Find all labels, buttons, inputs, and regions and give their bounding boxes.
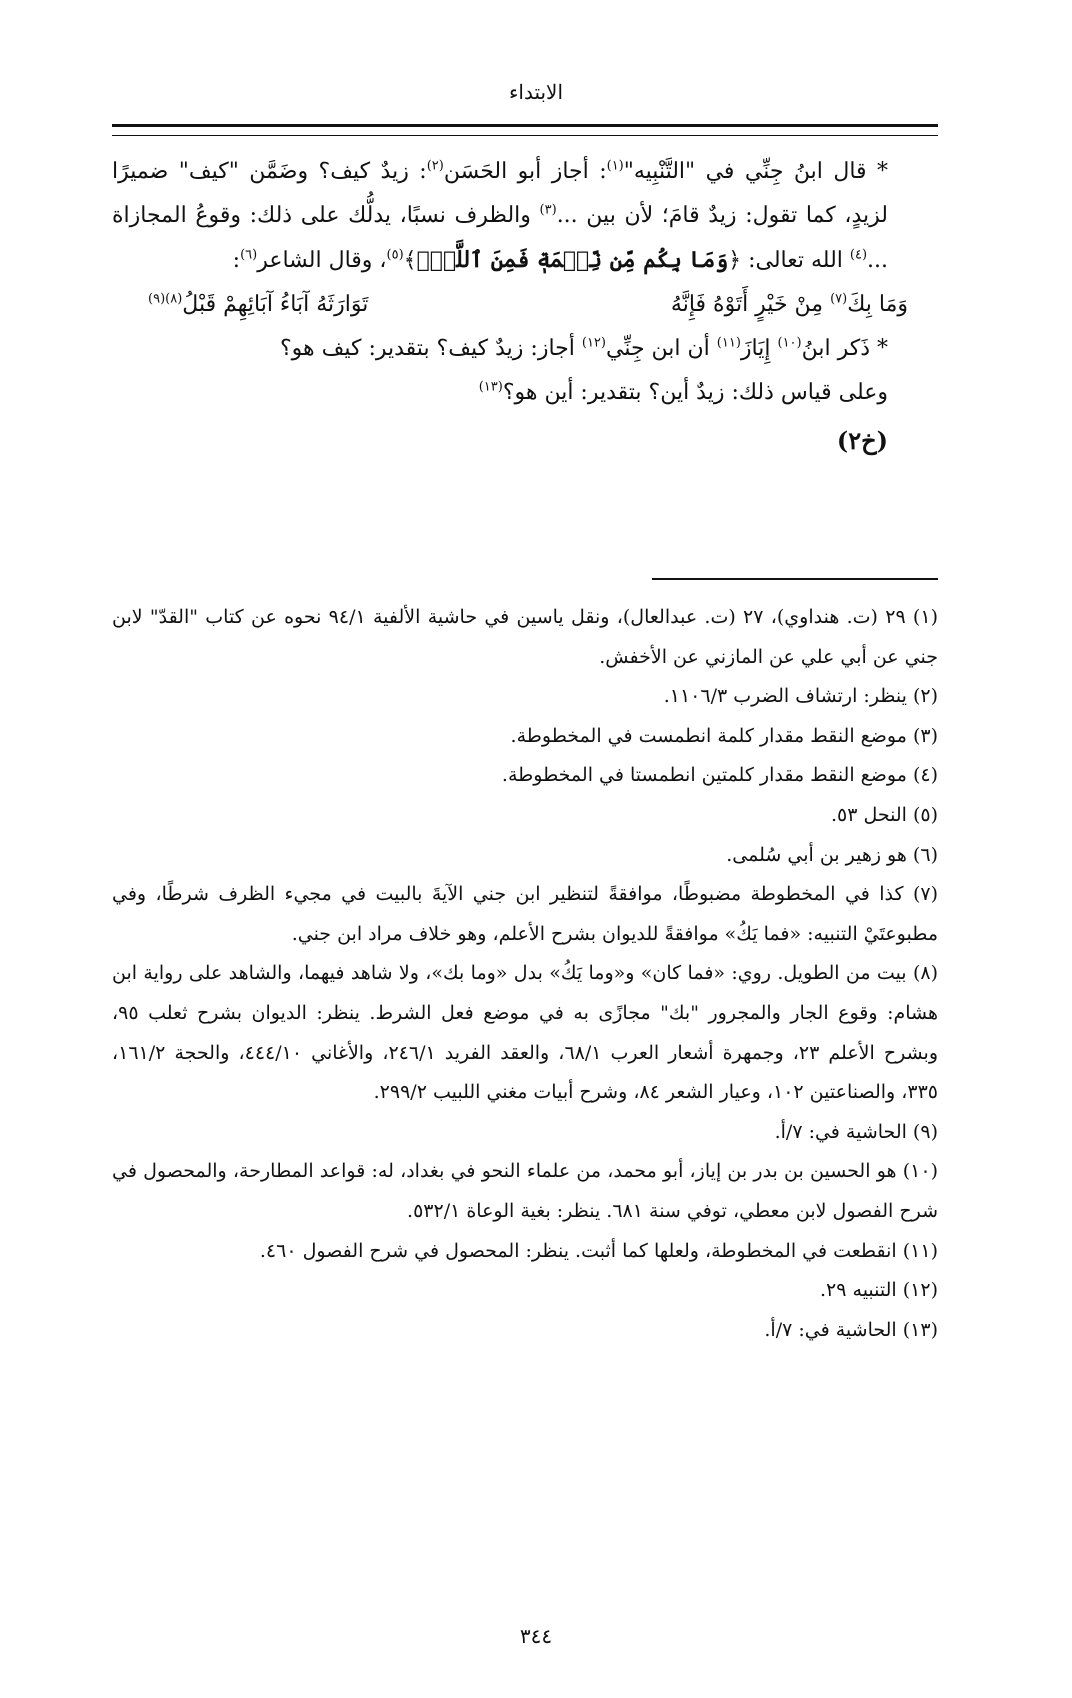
footnote: (١) ٢٩ (ت. هنداوي)، ٢٧ (ت. عبدالعال)، ونقل ياسين في حاشية الألفية ٩٤/١ نحوه عن كتاب "القدّ" لابن جني عن أبي علي عن المازني عن الأخفش.	[112, 606, 938, 668]
text-run: :	[232, 248, 241, 273]
text-run: وعلى قياس ذلك: زيدٌ أين؟ بتقدير: أين هو؟	[502, 380, 888, 405]
footnote: (٣) موضع النقط مقدار كلمة انطمست في المخطوطة.	[510, 724, 938, 747]
text-run: والظرف نسبًا، يدلُّك على ذلك: وقوعُ المجازاة ...	[112, 203, 888, 273]
footnote: (١٠) هو الحسين بن بدر بن إياز، أبو محمد، من علماء النحو في بغداد، له: قواعد المطارحة، والمحصول في شرح الفصول لابن معطي، توفي سنة ٦٨١. ينظر: بغية الوعاة ٥٣٢/١.	[112, 1160, 938, 1222]
paragraph-1	[112, 150, 938, 283]
footnote-ref: (٨)(٩)	[148, 291, 183, 307]
footnote: (٥) النحل ٥٣.	[830, 803, 938, 826]
text-run: أجاز: زيدٌ كيف؟ بتقدير: كيف هو؟	[279, 336, 582, 361]
footnote-ref: (١)	[606, 158, 624, 174]
text-run: وَمَا بِكَ	[847, 292, 908, 317]
footnote: (١٢) التنبيه ٢٩.	[820, 1279, 938, 1302]
footnote-ref: (٢)	[426, 158, 444, 174]
footnote-ref: (١٣)	[478, 379, 503, 395]
text-run: * قال ابنُ جِنِّي في "التَّنْبِيه"	[623, 159, 888, 184]
main-text	[112, 150, 938, 467]
header-rule-thick	[112, 124, 938, 127]
footnotes	[112, 598, 938, 1350]
footnote-ref: (١١)	[716, 335, 741, 351]
text-run: أن ابن جِنِّي	[605, 336, 717, 361]
text-run: إِيَازَ	[740, 336, 778, 361]
footnote-ref: (٥)	[386, 247, 404, 263]
footnote: (٢) ينظر: ارتشاف الضرب ١١٠٦/٣.	[663, 685, 938, 708]
footnote-ref: (٦)	[240, 247, 258, 263]
footnote: (٤) موضع النقط مقدار كلمتين انطمستا في المخطوطة.	[501, 764, 938, 787]
verse-first-hemistich	[671, 283, 908, 327]
footnote: (١٣) الحاشية في: ٧/أ.	[764, 1318, 938, 1341]
footnote: (١١) انقطعت في المخطوطة، ولعلها كما أثبت. ينظر: المحصول في شرح الفصول ٤٦٠.	[259, 1239, 938, 1262]
footnote-separator	[652, 578, 938, 580]
text-run: * ذَكر ابنُ	[801, 336, 888, 361]
footnote-ref: (٤)	[849, 247, 868, 263]
poetry-verse	[148, 283, 908, 327]
text-run: الله تعالى: ﴿	[728, 248, 850, 273]
footnote: (٧) كذا في المخطوطة مضبوطًا، موافقةً لتنظير ابن جني الآيةَ بالبيت في مجيء الظرف شرطًا، وفي مطبوعتَيْ التنبيه: «فما يَكُ» موافقةً للديوان بشرح الأعلم، وهو خلاف مراد ابن جني.	[112, 883, 938, 945]
page-number: ٣٤٤	[519, 1624, 553, 1648]
footnote-ref: (٧)	[830, 291, 848, 307]
paragraph-2	[112, 327, 938, 371]
verse-second-hemistich	[148, 283, 368, 327]
footnote: (٩) الحاشية في: ٧/أ.	[774, 1120, 938, 1143]
quran-verse: وَمَا بِكُم مِّن نِّعۡمَةٖ فَمِنَ ٱللَّهِۖ	[416, 247, 729, 273]
paragraph-3	[112, 371, 938, 415]
footnote-ref: (١٢)	[581, 335, 606, 351]
text-run: ﴾	[403, 248, 417, 273]
text-run: : أجاز أبو الحَسَن	[443, 159, 607, 184]
footnote-ref: (١٠)	[777, 335, 802, 351]
text-run: مِنْ خَيْرٍ أَتَوْهُ فَإِنَّهُ	[670, 292, 831, 317]
manuscript-marker: (خ٢)	[836, 426, 888, 455]
running-header: الابتداء	[508, 80, 564, 104]
text-run: : زيدٌ كيف؟ وضَمَّن "كيف" ضميرًا لزيدٍ، كما تقول: زيدٌ قامَ؛ لأن بين ...	[112, 159, 888, 228]
text-run: تَوَارَثَهُ آبَاءُ آبَائِهِمْ قَبْلُ	[182, 292, 369, 317]
header-rule-thin	[112, 135, 938, 136]
text-run: ، وقال الشاعر	[257, 248, 387, 273]
footnote-ref: (٣)	[539, 202, 557, 218]
footnote: (٦) هو زهير بن أبي سُلمى.	[726, 843, 938, 866]
footnote: (٨) بيت من الطويل. روي: «فما كان» و«وما يَكُ» بدل «وما بك»، ولا شاهد فيهما، والشاهد على رواية ابن هشام: وقوع الجار والمجرور "بك" مجازًى به في موضع فعل الشرط. ينظر: الديوان بشرح ثعلب ٩٥، وبشرح الأعلم ٢٣، وجمهرة أشعار العرب ٦٨/١، والعقد الفريد ٢٤٦/١، والأغاني ٤٤٤/١٠، والحجة ١٦١/٢، ٣٣٥، والصناعتين ١٠٢، وعيار الشعر ٨٤، وشرح أبيات مغني اللبيب ٢٩٩/٢.	[112, 962, 939, 1104]
